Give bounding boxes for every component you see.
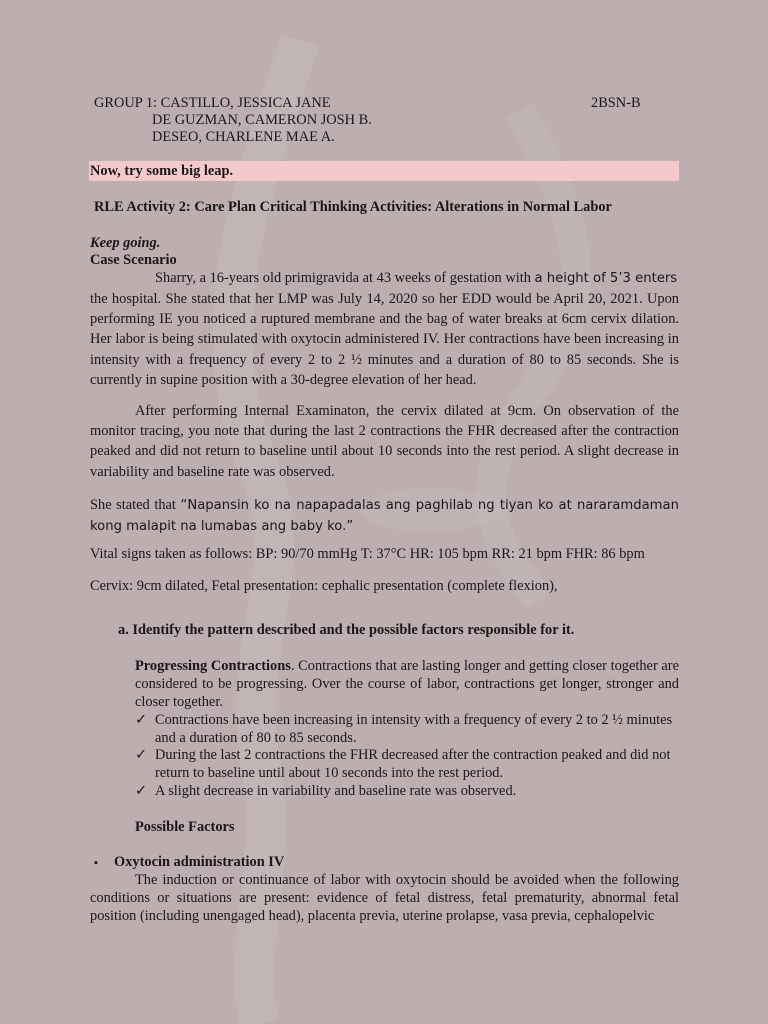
- group-line: GROUP 1: CASTILLO, JESSICA JANE: [94, 95, 331, 111]
- cervix-findings: Cervix: 9cm dilated, Fetal presentation: cephalic presentation (complete flexion),: [90, 578, 558, 594]
- member-name: DE GUZMAN, CAMERON JOSH B.: [152, 112, 372, 128]
- checklist-item: ✓ A slight decrease in variability and baseline rate was observed.: [135, 783, 517, 799]
- patient-quote: She stated that “Napansin ko na napapadalas ang paghilab ng tiyan ko at nararamdaman kong malapit na lumabas ang baby ko.”: [90, 497, 679, 534]
- banner-text: Now, try some big leap.: [90, 163, 234, 179]
- oxytocin-paragraph: The induction or continuance of labor with oxytocin should be avoided when the following conditions or situations are present: evidence of fetal distress, fetal prematurity, abnormal fetal position (including unengaged head), placenta previa, uterine prolapse, vasa previa, cephalopelvic: [90, 872, 679, 924]
- square-bullet-icon: ▪: [94, 857, 98, 869]
- progressing-contractions-paragraph: Progressing Contractions. Contractions that are lasting longer and getting closer together are considered to be progressing. Over the course of labor, contractions get longer, stronger and closer together.: [135, 658, 679, 710]
- case-scenario-heading: Case Scenario: [90, 252, 177, 268]
- activity-title: RLE Activity 2: Care Plan Critical Thinking Activities: Alterations in Normal Labor: [94, 199, 612, 215]
- keep-going-label: Keep going.: [90, 235, 161, 251]
- checkmark-icon: ✓: [135, 712, 148, 728]
- possible-factors-heading: Possible Factors: [135, 819, 235, 835]
- vital-signs: Vital signs taken as follows: BP: 90/70 mmHg T: 37°C HR: 105 bpm RR: 21 bpm FHR: 86 bpm: [90, 546, 645, 562]
- oxytocin-heading: Oxytocin administration IV: [114, 854, 285, 870]
- case-paragraph-first-line: Sharry, a 16-years old primigravida at 43 weeks of gestation with a height of 5’3 enters: [155, 270, 678, 286]
- checklist-item: ✓ Contractions have been increasing in intensity with a frequency of every 2 to 2 ½ minutes and a duration of 80 to 85 seconds.: [135, 712, 673, 746]
- question-a: a. Identify the pattern described and the possible factors responsible for it.: [118, 622, 575, 638]
- case-paragraph-2: After performing Internal Examinaton, the cervix dilated at 9cm. On observation of the monitor tracing, you note that during the last 2 contractions the FHR decreased after the contraction peaked and did not return to baseline until about 10 seconds into the rest period. A slight decrease in variability and baseline rate was observed.: [90, 403, 679, 480]
- checklist-item: ✓ During the last 2 contractions the FHR decreased after the contraction peaked and did not return to baseline until about 10 seconds into the rest period.: [135, 747, 671, 781]
- checkmark-icon: ✓: [135, 783, 148, 799]
- member-name: DESEO, CHARLENE MAE A.: [152, 129, 335, 145]
- case-paragraph-1: the hospital. She stated that her LMP was July 14, 2020 so her EDD would be April 20, 2021. Upon performing IE you noticed a ruptured membrane and the bag of water breaks at 6cm cervix dilation. Her labor is being stimulated with oxytocin administered IV. Her contractions have been increasing in intensity with a frequency of every 2 to 2 ½ minutes and a duration of 80 to 85 seconds. She is currently in supine position with a 30-degree elevation of her head.: [90, 291, 679, 388]
- section-label: 2BSN-B: [591, 95, 641, 111]
- checkmark-icon: ✓: [135, 747, 148, 763]
